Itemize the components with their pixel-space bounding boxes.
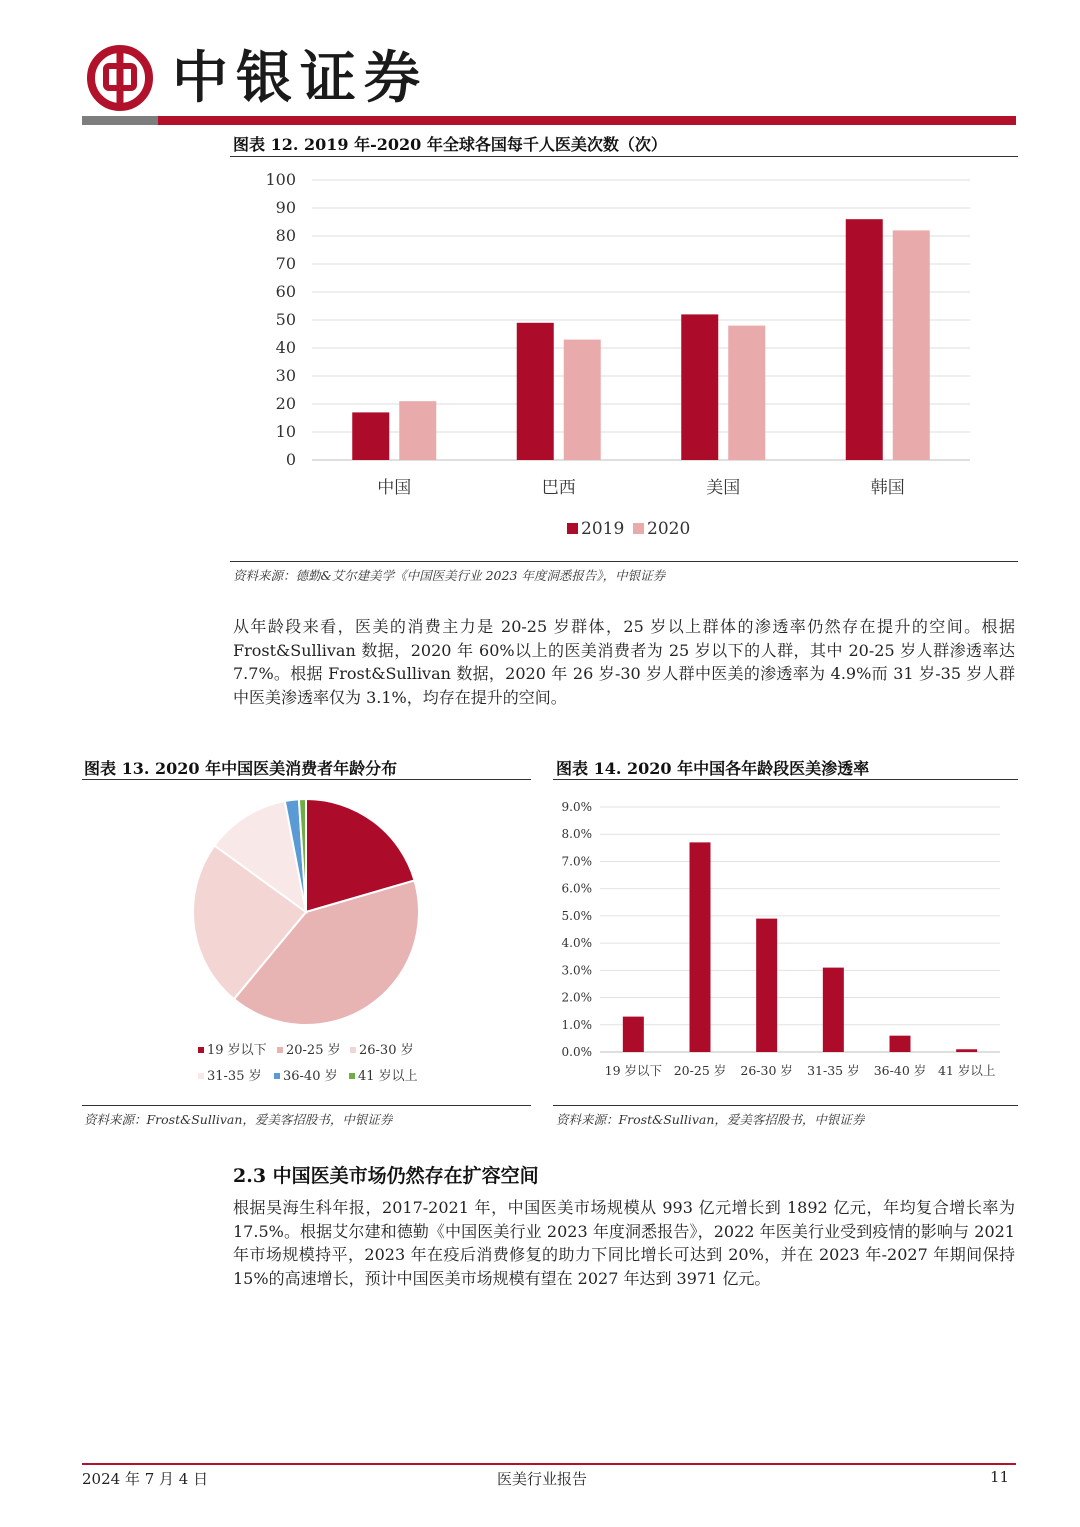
y-tick-label: 0: [285, 450, 296, 469]
y-tick-label: 100: [265, 170, 296, 189]
bar-41 岁以上: [956, 1049, 977, 1052]
legend-swatch-2020: [633, 523, 644, 534]
footer-date: 2024 年 7 月 4 日: [82, 1470, 209, 1488]
figure14-source: 资料来源：Frost&Sullivan，爱美客招股书，中银证券: [556, 1112, 865, 1127]
x-tick-label: 20-25 岁: [673, 1063, 727, 1078]
bar-2020-韩国: [893, 230, 930, 460]
bar-31-35 岁: [823, 968, 844, 1052]
figure13-source: 资料来源：Frost&Sullivan，爱美客招股书，中银证券: [84, 1112, 393, 1127]
y-tick-label: 2.0%: [561, 990, 592, 1005]
figure13-bottom-rule: [82, 1105, 531, 1106]
x-tick-label: 41 岁以上: [937, 1063, 996, 1078]
figure13-top-rule: [82, 779, 531, 780]
section-paragraph: 根据昊海生科年报，2017-2021 年，中国医美市场规模从 993 亿元增长到 1892 亿元，年均复合增长率为 17.5%。根据艾尔建和德勤《中国医美行业 2023 年度洞悉报告》，2022 年医美行业受到疫情的影响与 2021 年市场规模持平，2023 年在疫后消费修复的助力下同比增长可达到 20%，并在 2023 年-2027 年期间保持 15%的高速增长，预计中国医美市场规模有望在 2027 年达到 3971 亿元。: [233, 1198, 1015, 1288]
section-heading: 2.3 中国医美市场仍然存在扩容空间: [233, 1165, 539, 1187]
y-tick-label: 50: [275, 310, 296, 329]
legend-swatch-41 岁以上: [349, 1073, 355, 1079]
legend-swatch-19 岁以下: [198, 1047, 204, 1053]
brand-logo-icon: [86, 44, 154, 112]
legend-swatch-36-40 岁: [274, 1073, 280, 1079]
figure12-top-rule: [230, 156, 1018, 157]
legend-label-41 岁以上: 41 岁以上: [358, 1069, 418, 1084]
y-tick-label: 70: [275, 254, 296, 273]
y-tick-label: 6.0%: [561, 881, 592, 896]
brand-name: 中银证券: [172, 45, 428, 111]
y-tick-label: 40: [275, 338, 296, 357]
legend-label-2019: 2019: [581, 519, 625, 539]
bar-2019-韩国: [846, 219, 883, 460]
figure14-top-rule: [553, 779, 1018, 780]
footer-page-number: 11: [990, 1468, 1010, 1486]
bar-2020-美国: [728, 326, 765, 460]
y-tick-label: 80: [275, 226, 296, 245]
legend-label-31-35 岁: 31-35 岁: [207, 1069, 262, 1084]
bar-2019-巴西: [517, 323, 554, 460]
y-tick-label: 9.0%: [561, 800, 592, 814]
legend-label-19 岁以下: 19 岁以下: [207, 1043, 267, 1058]
y-tick-label: 0.0%: [561, 1045, 592, 1059]
body-paragraph-age: 从年龄段来看，医美的消费主力是 20-25 岁群体，25 岁以上群体的渗透率仍然存在提升的空间。根据 Frost&Sullivan 数据，2020 年 60%以上的医美消费者为 25 岁以下的人群，其中 20-25 岁人群渗透率达 7.7%。根据 Frost&Sullivan 数据，2020 年 26 岁-30 岁人群中医美的渗透率为 4.9%而 31 岁-35 岁人群中医美渗透率仅为 3.1%，均存在提升的空间。: [233, 617, 1015, 707]
y-tick-label: 60: [275, 282, 296, 301]
bar-36-40 岁: [890, 1036, 911, 1052]
footer-report-title: 医美行业报告: [497, 1470, 588, 1488]
legend-swatch-20-25 岁: [277, 1047, 283, 1053]
bar-2019-美国: [681, 314, 718, 460]
bar-2019-中国: [352, 412, 389, 460]
footer-rule: [82, 1463, 1016, 1465]
y-tick-label: 30: [275, 366, 296, 385]
bar-26-30 岁: [756, 919, 777, 1052]
y-tick-label: 10: [275, 422, 296, 441]
bar-2020-中国: [399, 401, 436, 460]
x-tick-label: 26-30 岁: [740, 1063, 793, 1078]
figure12-source: 资料来源：德勤&艾尔建美学《中国医美行业 2023 年度洞悉报告》，中银证券: [233, 568, 666, 583]
header-rule-red: [158, 116, 1016, 125]
legend-label-36-40 岁: 36-40 岁: [283, 1069, 338, 1084]
y-tick-label: 90: [275, 198, 296, 217]
y-tick-label: 20: [275, 394, 296, 413]
y-tick-label: 7.0%: [561, 854, 592, 869]
y-tick-label: 5.0%: [561, 908, 592, 923]
bar-20-25 岁: [690, 842, 711, 1052]
x-tick-label: 巴西: [541, 478, 576, 498]
legend-label-2020: 2020: [647, 519, 691, 539]
figure13-title: 图表 13. 2020 年中国医美消费者年龄分布: [84, 759, 398, 778]
x-tick-label: 19 岁以下: [604, 1063, 663, 1078]
y-tick-label: 1.0%: [561, 1017, 592, 1032]
figure14-chart: [553, 784, 1018, 1102]
bar-2020-巴西: [564, 340, 601, 460]
x-tick-label: 韩国: [870, 478, 905, 498]
x-tick-label: 美国: [706, 478, 741, 498]
figure14-bottom-rule: [553, 1105, 1018, 1106]
legend-swatch-31-35 岁: [198, 1073, 204, 1079]
header-rule-gray: [82, 116, 158, 125]
legend-swatch-2019: [567, 523, 578, 534]
figure14-title: 图表 14. 2020 年中国各年龄段医美渗透率: [556, 759, 870, 778]
x-tick-label: 36-40 岁: [873, 1063, 927, 1078]
figure12-bottom-rule: [230, 561, 1018, 562]
x-tick-label: 中国: [377, 478, 412, 498]
legend-label-26-30 岁: 26-30 岁: [359, 1043, 414, 1058]
y-tick-label: 4.0%: [561, 936, 592, 951]
figure12-chart: [230, 160, 1018, 560]
y-tick-label: 3.0%: [561, 963, 592, 978]
figure13-chart: [82, 784, 531, 1102]
y-tick-label: 8.0%: [561, 827, 592, 842]
legend-label-20-25 岁: 20-25 岁: [286, 1043, 341, 1058]
figure12-title: 图表 12. 2019 年-2020 年全球各国每千人医美次数（次）: [233, 135, 667, 154]
x-tick-label: 31-35 岁: [807, 1063, 860, 1078]
legend-swatch-26-30 岁: [350, 1047, 356, 1053]
bar-19 岁以下: [623, 1017, 644, 1052]
